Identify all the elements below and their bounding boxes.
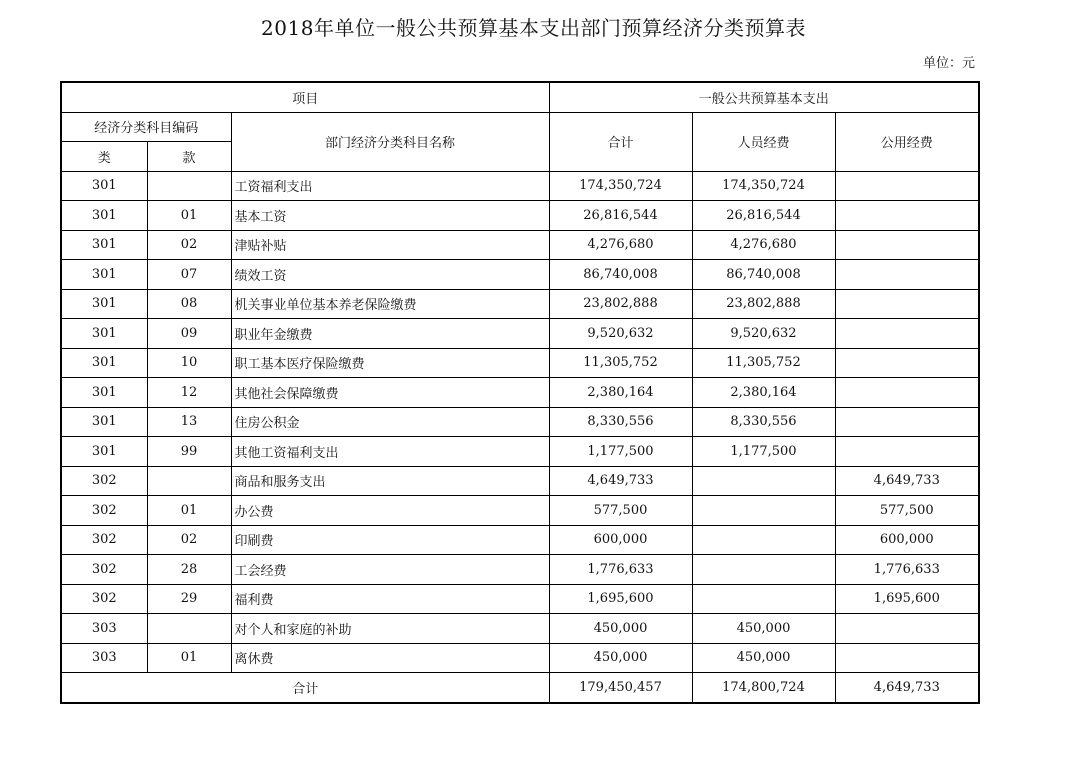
unit-label: 单位：元 <box>922 56 975 71</box>
total-cell: 4,649,733 <box>549 466 692 496</box>
item-code-cell: 10 <box>147 348 231 378</box>
table-row <box>61 348 979 378</box>
table-row <box>61 171 979 201</box>
total-row <box>61 673 979 703</box>
header-row-2 <box>61 112 979 142</box>
table-row <box>61 466 979 496</box>
total-cell: 2,380,164 <box>549 378 692 408</box>
item-code-cell: 08 <box>147 289 231 319</box>
public-cell <box>835 407 979 437</box>
category-code-cell: 301 <box>61 230 147 260</box>
personnel-cell: 2,380,164 <box>692 378 835 408</box>
econ-name-cell: 职业年金缴费 <box>231 319 549 349</box>
total-cell: 1,177,500 <box>549 437 692 467</box>
category-code-cell: 302 <box>61 466 147 496</box>
total-cell: 577,500 <box>549 496 692 526</box>
public-cell: 4,649,733 <box>835 466 979 496</box>
category-code-cell: 301 <box>61 171 147 201</box>
econ-name-cell: 绩效工资 <box>231 260 549 290</box>
table-row <box>61 584 979 614</box>
item-code-cell: 12 <box>147 378 231 408</box>
category-code-cell: 301 <box>61 260 147 290</box>
personnel-cell <box>692 525 835 555</box>
header-personnel: 人员经费 <box>692 112 835 171</box>
category-code-cell: 301 <box>61 289 147 319</box>
category-code-cell: 302 <box>61 555 147 585</box>
total-row-personnel: 174,800,724 <box>692 673 835 703</box>
econ-name-cell: 印刷费 <box>231 525 549 555</box>
total-cell: 9,520,632 <box>549 319 692 349</box>
personnel-cell: 9,520,632 <box>692 319 835 349</box>
total-cell: 174,350,724 <box>549 171 692 201</box>
item-code-cell: 13 <box>147 407 231 437</box>
header-econ-code: 经济分类科目编码 <box>61 112 231 142</box>
header-item: 款 <box>147 142 231 172</box>
table-row <box>61 643 979 673</box>
table-row <box>61 555 979 585</box>
econ-name-cell: 基本工资 <box>231 201 549 231</box>
category-code-cell: 303 <box>61 614 147 644</box>
total-cell: 600,000 <box>549 525 692 555</box>
personnel-cell: 86,740,008 <box>692 260 835 290</box>
table-row <box>61 407 979 437</box>
category-code-cell: 301 <box>61 407 147 437</box>
public-cell <box>835 643 979 673</box>
table-row <box>61 525 979 555</box>
public-cell <box>835 348 979 378</box>
public-cell <box>835 230 979 260</box>
total-row-public: 4,649,733 <box>835 673 979 703</box>
item-code-cell: 99 <box>147 437 231 467</box>
item-code-cell <box>147 171 231 201</box>
table-row <box>61 437 979 467</box>
public-cell: 1,776,633 <box>835 555 979 585</box>
econ-name-cell: 商品和服务支出 <box>231 466 549 496</box>
table-row <box>61 289 979 319</box>
public-cell: 1,695,600 <box>835 584 979 614</box>
category-code-cell: 302 <box>61 496 147 526</box>
personnel-cell: 450,000 <box>692 614 835 644</box>
category-code-cell: 302 <box>61 525 147 555</box>
public-cell <box>835 378 979 408</box>
table-row <box>61 319 979 349</box>
category-code-cell: 301 <box>61 319 147 349</box>
econ-name-cell: 福利费 <box>231 584 549 614</box>
item-code-cell: 09 <box>147 319 231 349</box>
econ-name-cell: 工会经费 <box>231 555 549 585</box>
total-cell: 23,802,888 <box>549 289 692 319</box>
table-row <box>61 614 979 644</box>
public-cell: 577,500 <box>835 496 979 526</box>
category-code-cell: 301 <box>61 201 147 231</box>
item-code-cell <box>147 614 231 644</box>
econ-name-cell: 住房公积金 <box>231 407 549 437</box>
item-code-cell: 01 <box>147 201 231 231</box>
total-row-label: 合计 <box>61 673 549 703</box>
table-row <box>61 230 979 260</box>
econ-name-cell: 机关事业单位基本养老保险缴费 <box>231 289 549 319</box>
header-project: 项目 <box>61 82 549 112</box>
econ-name-cell: 工资福利支出 <box>231 171 549 201</box>
table-row <box>61 260 979 290</box>
econ-name-cell: 职工基本医疗保险缴费 <box>231 348 549 378</box>
item-code-cell <box>147 466 231 496</box>
public-cell <box>835 437 979 467</box>
header-row-1 <box>61 82 979 112</box>
public-cell <box>835 260 979 290</box>
personnel-cell <box>692 496 835 526</box>
econ-name-cell: 办公费 <box>231 496 549 526</box>
item-code-cell: 01 <box>147 496 231 526</box>
personnel-cell <box>692 555 835 585</box>
public-cell <box>835 319 979 349</box>
header-econ-name: 部门经济分类科目名称 <box>231 112 549 171</box>
category-code-cell: 301 <box>61 437 147 467</box>
total-cell: 450,000 <box>549 643 692 673</box>
personnel-cell: 174,350,724 <box>692 171 835 201</box>
personnel-cell <box>692 584 835 614</box>
total-cell: 450,000 <box>549 614 692 644</box>
personnel-cell: 23,802,888 <box>692 289 835 319</box>
table-row <box>61 201 979 231</box>
econ-name-cell: 对个人和家庭的补助 <box>231 614 549 644</box>
total-cell: 1,695,600 <box>549 584 692 614</box>
personnel-cell: 450,000 <box>692 643 835 673</box>
total-cell: 1,776,633 <box>549 555 692 585</box>
category-code-cell: 303 <box>61 643 147 673</box>
personnel-cell: 4,276,680 <box>692 230 835 260</box>
personnel-cell: 1,177,500 <box>692 437 835 467</box>
total-cell: 86,740,008 <box>549 260 692 290</box>
total-cell: 26,816,544 <box>549 201 692 231</box>
header-category: 类 <box>61 142 147 172</box>
public-cell: 600,000 <box>835 525 979 555</box>
table-row <box>61 496 979 526</box>
item-code-cell: 02 <box>147 230 231 260</box>
total-cell: 4,276,680 <box>549 230 692 260</box>
econ-name-cell: 离休费 <box>231 643 549 673</box>
table-row <box>61 378 979 408</box>
econ-name-cell: 津贴补贴 <box>231 230 549 260</box>
public-cell <box>835 289 979 319</box>
item-code-cell: 02 <box>147 525 231 555</box>
item-code-cell: 01 <box>147 643 231 673</box>
item-code-cell: 28 <box>147 555 231 585</box>
total-cell: 11,305,752 <box>549 348 692 378</box>
total-row-total: 179,450,457 <box>549 673 692 703</box>
category-code-cell: 302 <box>61 584 147 614</box>
header-public: 公用经费 <box>835 112 979 171</box>
personnel-cell <box>692 466 835 496</box>
personnel-cell: 8,330,556 <box>692 407 835 437</box>
page-title: 2018年单位一般公共预算基本支出部门预算经济分类预算表 <box>261 16 806 40</box>
item-code-cell: 29 <box>147 584 231 614</box>
personnel-cell: 11,305,752 <box>692 348 835 378</box>
category-code-cell: 301 <box>61 378 147 408</box>
budget-table <box>60 81 980 704</box>
econ-name-cell: 其他社会保障缴费 <box>231 378 549 408</box>
public-cell <box>835 201 979 231</box>
public-cell <box>835 614 979 644</box>
item-code-cell: 07 <box>147 260 231 290</box>
total-cell: 8,330,556 <box>549 407 692 437</box>
header-total: 合计 <box>549 112 692 171</box>
header-general-budget: 一般公共预算基本支出 <box>549 82 979 112</box>
econ-name-cell: 其他工资福利支出 <box>231 437 549 467</box>
category-code-cell: 301 <box>61 348 147 378</box>
personnel-cell: 26,816,544 <box>692 201 835 231</box>
public-cell <box>835 171 979 201</box>
